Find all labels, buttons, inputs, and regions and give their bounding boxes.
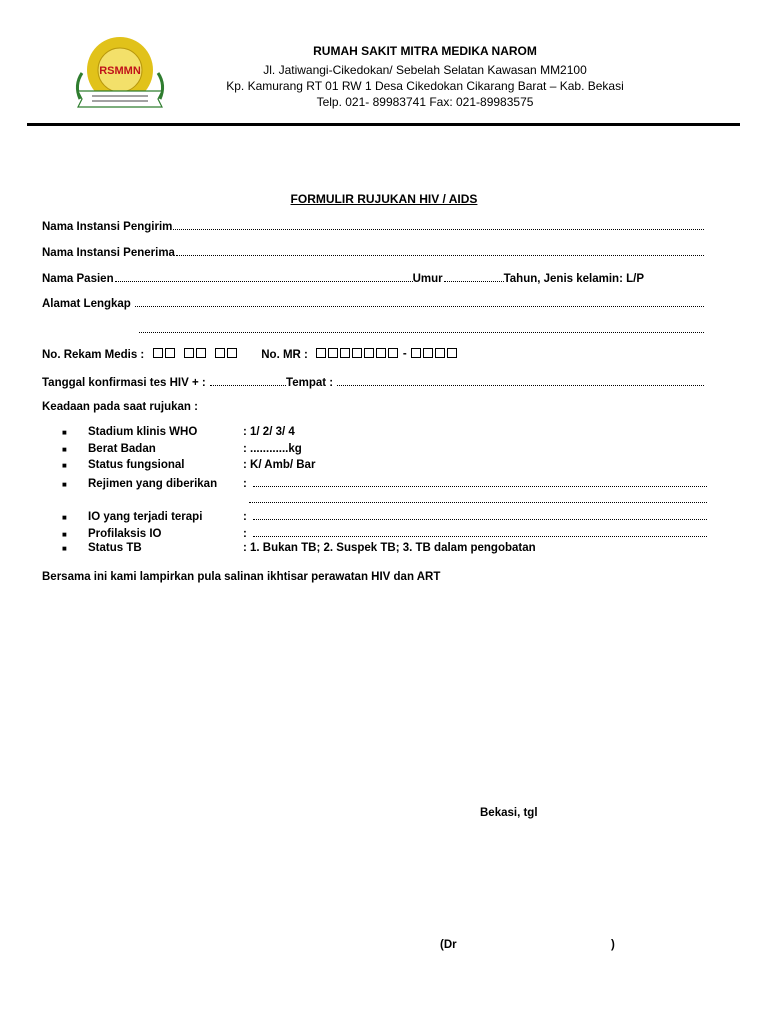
logo-initials: RSMMN (99, 65, 141, 77)
condition-value[interactable] (243, 492, 707, 503)
tempat-blank[interactable] (337, 375, 704, 386)
condition-row[interactable] (62, 526, 707, 543)
tanggal-konfirmasi-label: Tanggal konfirmasi tes HIV + : (42, 377, 206, 389)
keadaan-label: Keadaan pada saat rujukan : (42, 401, 198, 413)
bullet-icon: ■ (62, 461, 67, 471)
bullet-icon: ■ (62, 544, 67, 554)
attachment-note: Bersama ini kami lampirkan pula salinan ikhtisar perawatan HIV dan ART (42, 571, 441, 583)
digit-box[interactable] (388, 348, 398, 358)
hospital-logo (70, 33, 170, 115)
condition-value-text: : 1/ 2/ 3/ 4 (243, 426, 295, 438)
no-mr-label: No. MR : (261, 349, 308, 361)
condition-blank[interactable] (253, 526, 707, 537)
field-blank[interactable] (176, 245, 704, 256)
condition-row (62, 459, 707, 476)
bullet-icon: ■ (62, 479, 67, 489)
hospital-name: RUMAH SAKIT MITRA MEDIKA NAROM (313, 44, 537, 58)
condition-value (243, 426, 707, 438)
alamat-blank-2[interactable] (139, 322, 704, 333)
nama-pasien-blank[interactable] (115, 271, 413, 282)
digit-box[interactable] (316, 348, 326, 358)
condition-label: Stadium klinis WHO (88, 426, 198, 438)
condition-value-text: : ............kg (243, 442, 302, 455)
condition-label: Profilaksis IO (88, 527, 162, 540)
header-divider (27, 123, 740, 126)
alamat-blank-1[interactable] (135, 296, 704, 307)
field-label: Alamat Lengkap (42, 298, 131, 310)
no-mr-boxes[interactable] (316, 348, 458, 360)
digit-box[interactable] (215, 348, 225, 358)
digit-box[interactable] (364, 348, 374, 358)
form-title: FORMULIR RUJUKAN HIV / AIDS (290, 192, 478, 206)
field-blank[interactable] (173, 219, 704, 230)
condition-value[interactable] (243, 476, 707, 490)
digit-box[interactable] (165, 348, 175, 358)
condition-value (243, 459, 707, 471)
condition-label: Status TB (88, 542, 142, 555)
hospital-address-line-1: Jl. Jatiwangi-Cikedokan/ Sebelah Selatan Kawasan MM2100 (263, 63, 587, 77)
digit-box[interactable] (328, 348, 338, 358)
mr-dash: - (402, 348, 407, 360)
condition-list (62, 426, 707, 559)
condition-blank[interactable] (249, 492, 707, 503)
condition-blank[interactable] (253, 476, 707, 487)
condition-row[interactable] (62, 476, 707, 493)
bullet-icon: ■ (62, 428, 67, 437)
condition-label: Status fungsional (88, 459, 185, 472)
field-rekam-medis[interactable] (42, 348, 704, 364)
condition-value[interactable] (243, 526, 707, 540)
bullet-icon: ■ (62, 512, 67, 522)
field-label: Nama Pasien (42, 273, 114, 285)
condition-value[interactable] (243, 509, 707, 523)
condition-label: Rejimen yang diberikan (88, 477, 218, 490)
condition-blank[interactable] (253, 509, 707, 520)
bullet-icon: ■ (62, 529, 67, 539)
digit-box[interactable] (352, 348, 362, 358)
condition-row (62, 443, 707, 460)
field-alamat[interactable] (42, 296, 704, 312)
field-pasien[interactable] (42, 271, 704, 287)
bullet-icon: ■ (62, 444, 67, 454)
rekam-medis-boxes[interactable] (152, 348, 237, 358)
field-alamat-line-2[interactable] (138, 322, 704, 338)
digit-box[interactable] (411, 348, 421, 358)
condition-row (62, 426, 707, 443)
condition-value (243, 443, 707, 455)
condition-value-text: : (243, 477, 247, 490)
condition-label: Berat Badan (88, 442, 156, 455)
digit-box[interactable] (447, 348, 457, 358)
umur-label: Umur (412, 273, 443, 285)
tahun-jenis-kelamin-label: Tahun, Jenis kelamin: L/P (503, 273, 644, 285)
digit-box[interactable] (184, 348, 194, 358)
digit-box[interactable] (153, 348, 163, 358)
signature-close: ) (611, 939, 615, 951)
condition-label: IO yang terjadi terapi (88, 510, 203, 523)
keadaan-heading (42, 401, 704, 417)
digit-box[interactable] (196, 348, 206, 358)
place-date: Bekasi, tgl (480, 807, 538, 819)
condition-value-text: : (243, 510, 247, 523)
digit-box[interactable] (376, 348, 386, 358)
field-label: Nama Instansi Penerima (42, 247, 175, 259)
digit-box[interactable] (227, 348, 237, 358)
condition-value-text: : K/ Amb/ Bar (243, 459, 316, 472)
digit-box[interactable] (435, 348, 445, 358)
field-instansi-penerima[interactable] (42, 245, 704, 261)
condition-value-text: : (243, 527, 247, 540)
hospital-address-line-2: Kp. Kamurang RT 01 RW 1 Desa Cikedokan Cikarang Barat – Kab. Bekasi (226, 79, 624, 93)
condition-value-text: : 1. Bukan TB; 2. Suspek TB; 3. TB dalam pengobatan (243, 542, 536, 555)
condition-row[interactable] (62, 509, 707, 526)
field-label: Nama Instansi Pengirim (42, 221, 173, 233)
digit-box[interactable] (423, 348, 433, 358)
condition-row[interactable] (62, 492, 707, 509)
rekam-medis-label: No. Rekam Medis : (42, 349, 145, 361)
condition-value (243, 542, 707, 554)
condition-row (62, 542, 707, 559)
tempat-label: Tempat : (286, 377, 334, 389)
umur-blank[interactable] (444, 271, 504, 282)
hospital-contact: Telp. 021- 89983741 Fax: 021-89983575 (316, 95, 534, 109)
tanggal-blank[interactable] (210, 375, 286, 386)
field-instansi-pengirim[interactable] (42, 219, 704, 235)
signature-open: (Dr (440, 939, 457, 951)
digit-box[interactable] (340, 348, 350, 358)
field-tanggal-konfirmasi[interactable] (42, 375, 704, 391)
